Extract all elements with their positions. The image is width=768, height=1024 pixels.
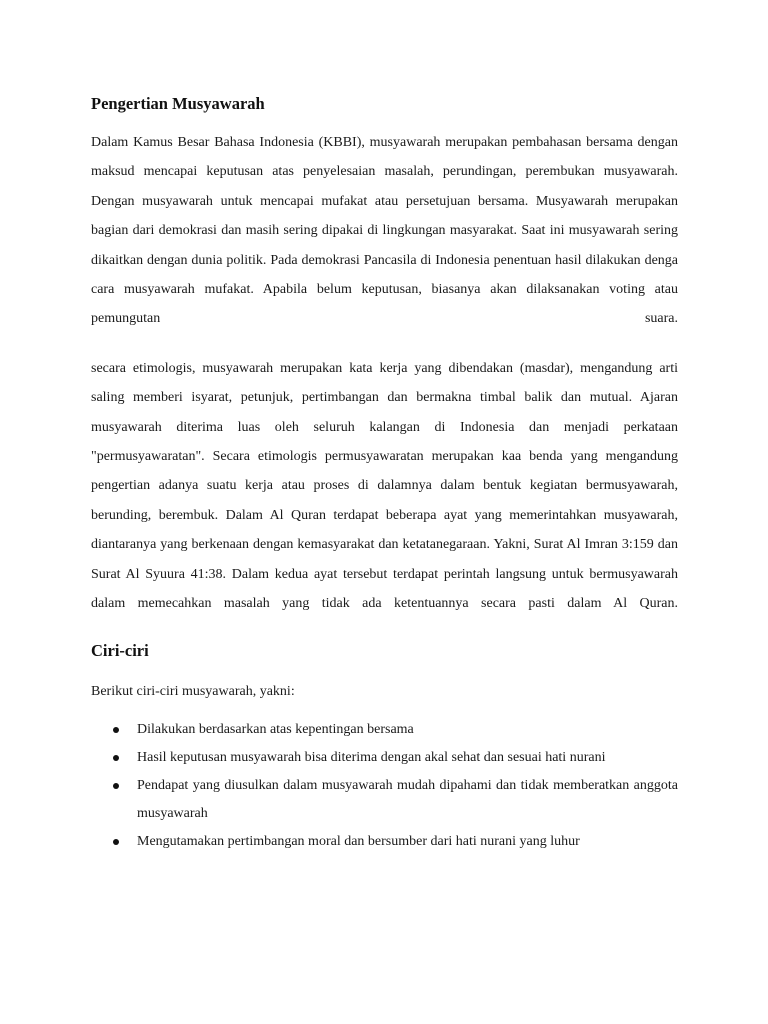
list-item-text: Mengutamakan pertimbangan moral dan bersumber dari hati nurani yang luhur: [137, 833, 580, 849]
ciri-ciri-intro: Berikut ciri-ciri musyawarah, yakni:: [91, 683, 295, 699]
bullet-icon: [113, 755, 119, 761]
ciri-ciri-list: [91, 716, 678, 856]
bullet-icon: [113, 727, 119, 733]
list-item: [91, 828, 678, 856]
section-heading-pengertian: Pengertian Musyawarah: [91, 94, 265, 113]
list-item-text: Dilakukan berdasarkan atas kepentingan bersama: [137, 721, 414, 737]
paragraph-kbbi-definition: Dalam Kamus Besar Bahasa Indonesia (KBBI), musyawarah merupakan pembahasan bersama dengan maksud mencapai keputusan atas penyelesaian masalah, perundingan, perembukan musyawarah. Dengan musyawarah untuk mencapai mufakat atau persetujuan bersama. Musyawarah merupakan bagian dari demokrasi dan masih sering dipakai di lingkungan masyarakat. Saat ini musyawarah sering dikaitkan dengan dunia politik. Pada demokrasi Pancasila di Indonesia penentuan hasil dilakukan denga cara musyawarah mufakat. Apabila belum keputusan, biasanya akan dilaksanakan voting atau pemungutan suara.: [91, 135, 678, 327]
list-item: [91, 772, 678, 828]
list-item: [91, 744, 678, 772]
list-item-text: Pendapat yang diusulkan dalam musyawarah mudah dipahami dan tidak memberatkan anggota musyawarah: [137, 777, 678, 821]
list-item-text: Hasil keputusan musyawarah bisa diterima dengan akal sehat dan sesuai hati nurani: [137, 749, 606, 765]
paragraph-etymology: secara etimologis, musyawarah merupakan kata kerja yang dibendakan (masdar), mengandung arti saling memberi isyarat, petunjuk, pertimbangan dan bermakna timbal balik dan mutual. Ajaran musyawarah diterima luas oleh seluruh kalangan di Indonesia dan menjadi perkataan "permusyawaratan". Secara etimologis permusyawaratan merupakan kaa benda yang mengandung pengertian adanya suatu kerja atau proses di dalamnya dalam bentuk kegiatan bermusyawarah, berunding, berembuk. Dalam Al Quran terdapat beberapa ayat yang memerintahkan musyawarah, diantaranya yang berkenaan dengan kemasyarakat dan ketatanegaraan. Yakni, Surat Al Imran 3:159 dan Surat Al Syuura 41:38. Dalam kedua ayat tersebut terdapat perintah langsung untuk bermusyawarah dalam memecahkan masalah yang tidak ada ketentuannya secara pasti dalam Al Quran.: [91, 360, 678, 612]
list-item: [91, 716, 678, 744]
bullet-icon: [113, 839, 119, 845]
document-page: [91, 88, 678, 856]
bullet-icon: [113, 783, 119, 789]
section-heading-ciri-ciri: Ciri-ciri: [91, 640, 149, 660]
